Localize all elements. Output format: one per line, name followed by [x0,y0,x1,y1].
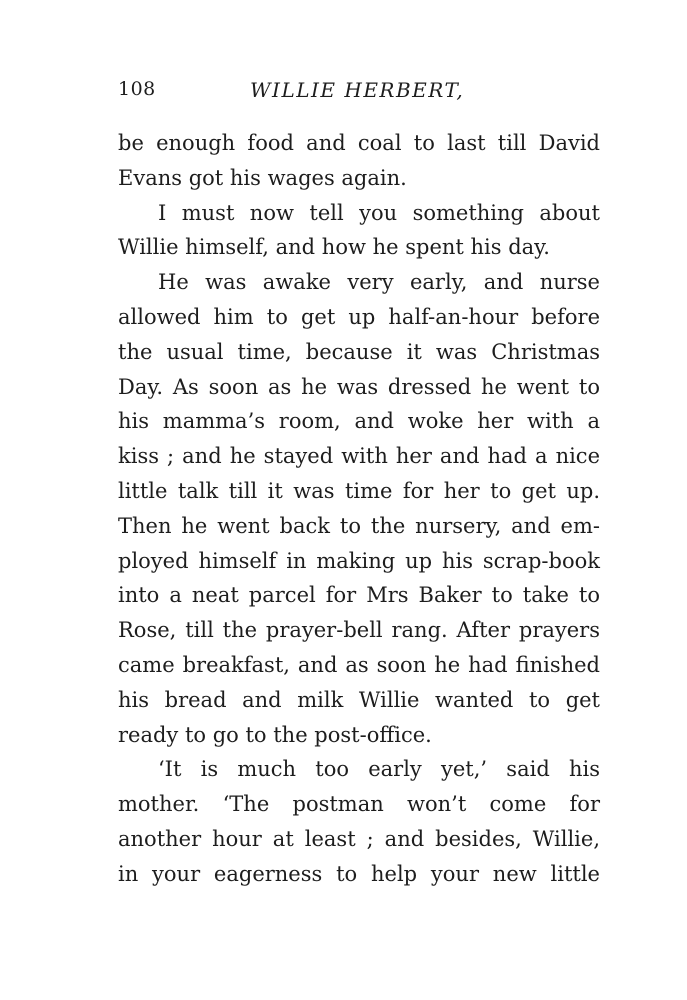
text-line: ready to go to the post-office. [118,722,432,747]
text-line: Day. As soon as he was dressed he went to [118,374,600,399]
text-line: be enough food and coal to last till David [118,131,600,155]
text-line: Willie himself, and how he spent his day. [118,235,550,260]
text-line: another hour at least ; and besides, Willie, [118,826,600,851]
text-line: He was awake very early, and nurse [158,270,600,295]
text-line: ‘It is much too early yet,’ said his [158,757,600,782]
text-line: little talk till it was time for her to get up. [118,478,600,503]
running-title: WILLIE HERBERT, [250,78,465,102]
text-line: the usual time, because it was Christmas [118,339,600,364]
text-line: kiss ; and he stayed with her and had a nice [118,444,600,469]
text-line: Then he went back to the nursery, and em- [118,513,600,538]
body-text [118,126,600,892]
text-line: his bread and milk Willie wanted to get [118,687,600,712]
page-number: 108 [118,78,156,100]
page-header [118,78,600,112]
text-line: mother. ‘The postman won’t come for [118,792,600,817]
text-line: ployed himself in making up his scrap-book [118,548,600,573]
text-line: in your eagerness to help your new little [118,861,600,886]
text-line: Evans got his wages again. [118,165,407,190]
text-line: allowed him to get up half-an-hour before [118,304,600,329]
text-line: his mamma’s room, and woke her with a [118,409,600,434]
text-line: came breakfast, and as soon he had finished [118,652,600,677]
text-line: into a neat parcel for Mrs Baker to take to [118,583,600,608]
text-line: Rose, till the prayer-bell rang. After prayers [118,618,600,643]
text-line: I must now tell you something about [158,200,600,225]
